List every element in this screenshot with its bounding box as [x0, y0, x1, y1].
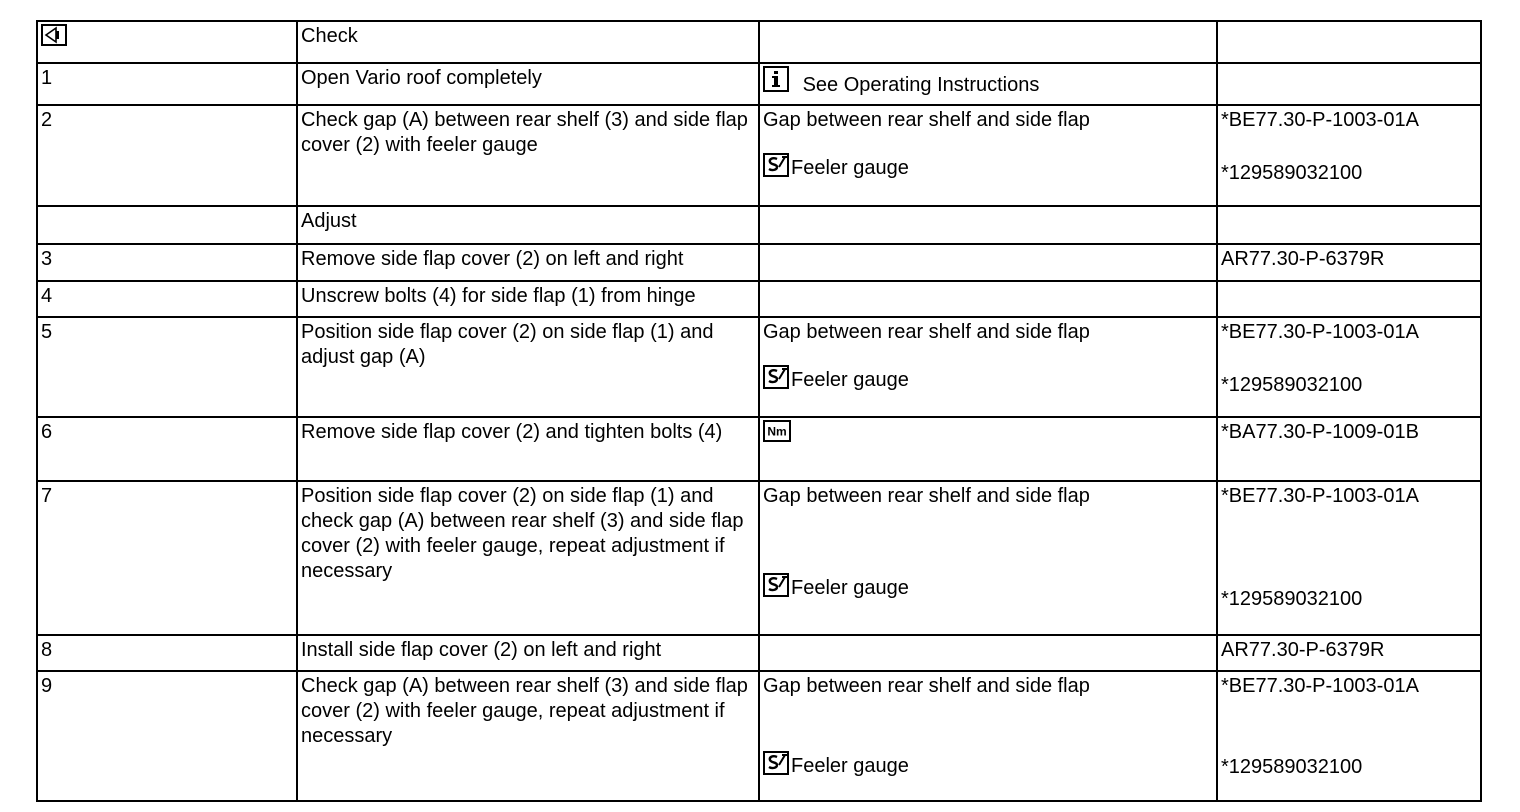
- step-number: 4: [37, 281, 297, 317]
- back-arrow-icon[interactable]: [41, 24, 67, 46]
- spec-cell: [759, 481, 1217, 635]
- step-number: 3: [37, 244, 297, 281]
- spec-cell: [759, 417, 1217, 481]
- step-number: 1: [37, 63, 297, 105]
- ref-cell: [1217, 21, 1481, 63]
- spec-cell: [759, 281, 1217, 317]
- action-text: Remove side flap cover (2) and tighten bolts (4): [297, 417, 759, 481]
- action-text: Position side flap cover (2) on side flap (1) and check gap (A) between rear shelf (3) and side flap cover (2) with feeler gauge, repeat adjustment if necessary: [297, 481, 759, 635]
- table-row: [37, 105, 1481, 206]
- tool-name: Feeler gauge: [791, 577, 909, 599]
- table-row-header: [37, 21, 1481, 63]
- info-link-text[interactable]: See Operating Instructions: [802, 74, 1040, 96]
- table-row: [37, 244, 1481, 281]
- ref-cell: [1217, 317, 1481, 417]
- section-heading-check: Check: [301, 25, 358, 47]
- spec-cell: [759, 671, 1217, 801]
- table-row: [37, 417, 1481, 481]
- spec-cell: [759, 206, 1217, 244]
- step-number: 6: [37, 417, 297, 481]
- step-number: [37, 206, 297, 244]
- spec-cell: [759, 105, 1217, 206]
- spec-reference[interactable]: *BE77.30-P-1003-01A: [1221, 109, 1419, 131]
- ref-cell[interactable]: *BA77.30-P-1009-01B: [1217, 417, 1481, 481]
- tool-number[interactable]: *129589032100: [1221, 374, 1363, 396]
- step-number: 8: [37, 635, 297, 671]
- torque-nm-icon[interactable]: [763, 420, 791, 442]
- spec-cell: [759, 635, 1217, 671]
- special-tool-icon[interactable]: [763, 365, 789, 389]
- table-row: [37, 635, 1481, 671]
- step-number: 7: [37, 481, 297, 635]
- table-row: [37, 281, 1481, 317]
- special-tool-icon[interactable]: [763, 751, 789, 775]
- table-row: [37, 481, 1481, 635]
- special-tool-icon[interactable]: [763, 573, 789, 597]
- action-text: Remove side flap cover (2) on left and right: [297, 244, 759, 281]
- ref-cell[interactable]: AR77.30-P-6379R: [1217, 635, 1481, 671]
- action-text: Check gap (A) between rear shelf (3) and side flap cover (2) with feeler gauge: [297, 105, 759, 206]
- ref-cell: [1217, 281, 1481, 317]
- tool-name: Feeler gauge: [791, 755, 909, 777]
- tool-name: Feeler gauge: [791, 157, 909, 179]
- step-cell: [37, 21, 297, 63]
- spec-reference[interactable]: *BE77.30-P-1003-01A: [1221, 321, 1419, 343]
- tool-number[interactable]: *129589032100: [1221, 756, 1363, 778]
- special-tool-icon[interactable]: [763, 153, 789, 177]
- ref-cell: [1217, 105, 1481, 206]
- info-icon[interactable]: [763, 66, 789, 92]
- ref-cell: [1217, 481, 1481, 635]
- spec-reference[interactable]: *BE77.30-P-1003-01A: [1221, 485, 1419, 507]
- table-row-section: [37, 206, 1481, 244]
- spec-cell: [759, 317, 1217, 417]
- spec-cell: [759, 21, 1217, 63]
- ref-cell[interactable]: AR77.30-P-6379R: [1217, 244, 1481, 281]
- action-text: Open Vario roof completely: [297, 63, 759, 105]
- spec-text: Gap between rear shelf and side flap: [763, 485, 1090, 507]
- section-heading-adjust: Adjust: [297, 206, 759, 244]
- torque-label: Nm: [767, 424, 787, 439]
- ref-cell: [1217, 206, 1481, 244]
- spec-text: Gap between rear shelf and side flap: [763, 109, 1090, 131]
- tool-number[interactable]: *129589032100: [1221, 162, 1363, 184]
- tool-name: Feeler gauge: [791, 369, 909, 391]
- step-number: 2: [37, 105, 297, 206]
- spec-reference[interactable]: *BE77.30-P-1003-01A: [1221, 675, 1419, 697]
- tool-number[interactable]: *129589032100: [1221, 588, 1363, 610]
- action-cell: [297, 21, 759, 63]
- action-text: Unscrew bolts (4) for side flap (1) from hinge: [297, 281, 759, 317]
- table-row: [37, 63, 1481, 105]
- procedure-table: [36, 20, 1482, 802]
- action-text: Check gap (A) between rear shelf (3) and side flap cover (2) with feeler gauge, repeat adjustment if necessary: [297, 671, 759, 801]
- step-number: 9: [37, 671, 297, 801]
- spec-text: Gap between rear shelf and side flap: [763, 675, 1090, 697]
- action-text: Install side flap cover (2) on left and right: [297, 635, 759, 671]
- table-row: [37, 671, 1481, 801]
- step-number: 5: [37, 317, 297, 417]
- action-text: Position side flap cover (2) on side flap (1) and adjust gap (A): [297, 317, 759, 417]
- spec-cell: [759, 244, 1217, 281]
- spec-text: Gap between rear shelf and side flap: [763, 321, 1090, 343]
- ref-cell: [1217, 671, 1481, 801]
- spec-cell: [759, 63, 1217, 105]
- table-row: [37, 317, 1481, 417]
- ref-cell: [1217, 63, 1481, 105]
